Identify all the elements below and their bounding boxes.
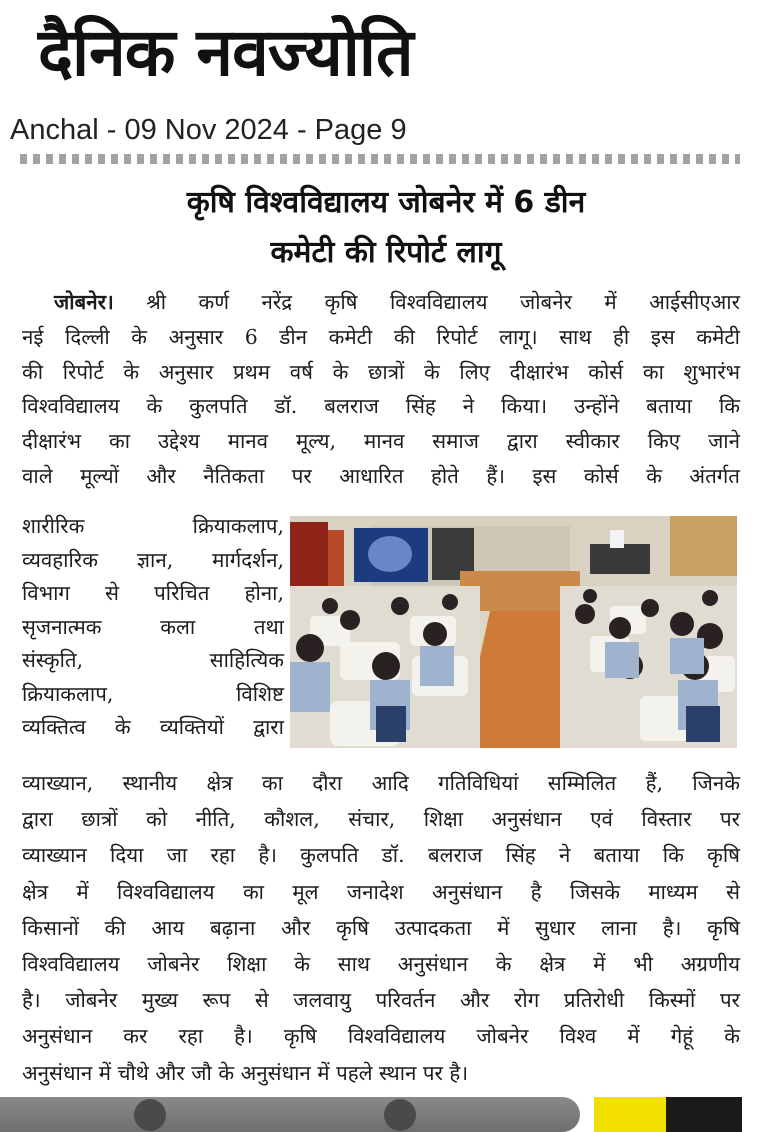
dateline: जोबनेर। — [54, 290, 114, 314]
clipping-cut-strip — [20, 154, 740, 164]
outro-line: किसानों की आय बढ़ाना और कृषि उत्पादकता में सुधार लाना है। कृषि — [22, 915, 740, 940]
article-intro — [22, 285, 740, 494]
side-line: संस्कृति, साहित्यिक — [22, 648, 284, 672]
outro-line: अनुसंधान में चौथे और जौ के अनुसंधान में पहले स्थान पर है। — [22, 1060, 469, 1085]
outro-line: अनुसंधान कर रहा है। कृषि विश्वविद्यालय जोबनेर विश्व में गेहूं के — [22, 1024, 740, 1049]
headline-line-2: कमेटी की रिपोर्ट लागू — [270, 235, 502, 270]
outro-line: है। जोबनेर मुख्य रूप से जलवायु परिवर्तन और रोग प्रतिरोधी किस्मों पर — [22, 988, 740, 1013]
side-line: व्यवहारिक ज्ञान, मार्गदर्शन, — [22, 547, 284, 572]
intro-line: नई दिल्ली के अनुसार 6 डीन कमेटी की रिपोर्ट लागू। साथ ही इस कमेटी — [22, 324, 740, 349]
article-photo — [290, 516, 737, 748]
outro-line: विश्वविद्यालय जोबनेर शिक्षा के साथ अनुसंधान के क्षेत्र में भी अग्रणीय — [22, 952, 740, 977]
intro-line: दीक्षारंभ का उद्देश्य मानव मूल्य, मानव समाज द्वारा स्वीकार किए जाने — [22, 429, 740, 454]
article-headline — [30, 178, 742, 278]
side-line: विभाग से परिचित होना, — [22, 581, 284, 605]
article-side-column — [22, 510, 284, 745]
intro-line: विश्वविद्यालय के कुलपति डॉ. बलराज सिंह ने किया। उन्होंने बताया कि — [22, 394, 740, 419]
side-line: सृजनात्मक कला तथा — [22, 614, 284, 639]
edition-line: Anchal - 09 Nov 2024 - Page 9 — [10, 114, 407, 146]
footer-dot — [384, 1099, 416, 1131]
masthead-title: दैनिक नवज्योति — [38, 14, 413, 91]
auditorium-photo-icon — [290, 516, 737, 748]
headline-line-1: कृषि विश्वविद्यालय जोबनेर में 6 डीन — [186, 185, 586, 220]
outro-line: क्षेत्र में विश्वविद्यालय का मूल जनादेश अनुसंधान है जिसके माध्यम से — [22, 879, 740, 904]
side-line: शारीरिक क्रियाकलाप, — [22, 514, 284, 538]
article-continuation — [22, 765, 740, 1091]
intro-line: श्री कर्ण नरेंद्र कृषि विश्वविद्यालय जोबनेर में आईसीएआर — [113, 290, 740, 314]
intro-line: की रिपोर्ट के अनुसार प्रथम वर्ष के छात्रों के लिए दीक्षारंभ कोर्स का शुभारंभ — [22, 359, 740, 384]
outro-line: व्याख्यान, स्थानीय क्षेत्र का दौरा आदि गतिविधियां सम्मिलित हैं, जिनके — [22, 771, 740, 795]
footer-dot — [134, 1099, 166, 1131]
footer-black-block — [666, 1097, 742, 1132]
outro-line: व्याख्यान दिया जा रहा है। कुलपति डॉ. बलराज सिंह ने बताया कि कृषि — [22, 843, 740, 868]
side-line: क्रियाकलाप, विशिष्ट — [22, 681, 284, 706]
outro-line: द्वारा छात्रों को नीति, कौशल, संचार, शिक्षा अनुसंधान एवं विस्तार पर — [22, 807, 740, 832]
side-line: व्यक्तित्व के व्यक्तियों द्वारा — [22, 715, 284, 739]
footer-yellow-block — [594, 1097, 666, 1132]
intro-line: वाले मूल्यों और नैतिकता पर आधारित होते हैं। इस कोर्स के अंतर्गत — [22, 463, 740, 488]
footer-bar — [0, 1097, 580, 1132]
